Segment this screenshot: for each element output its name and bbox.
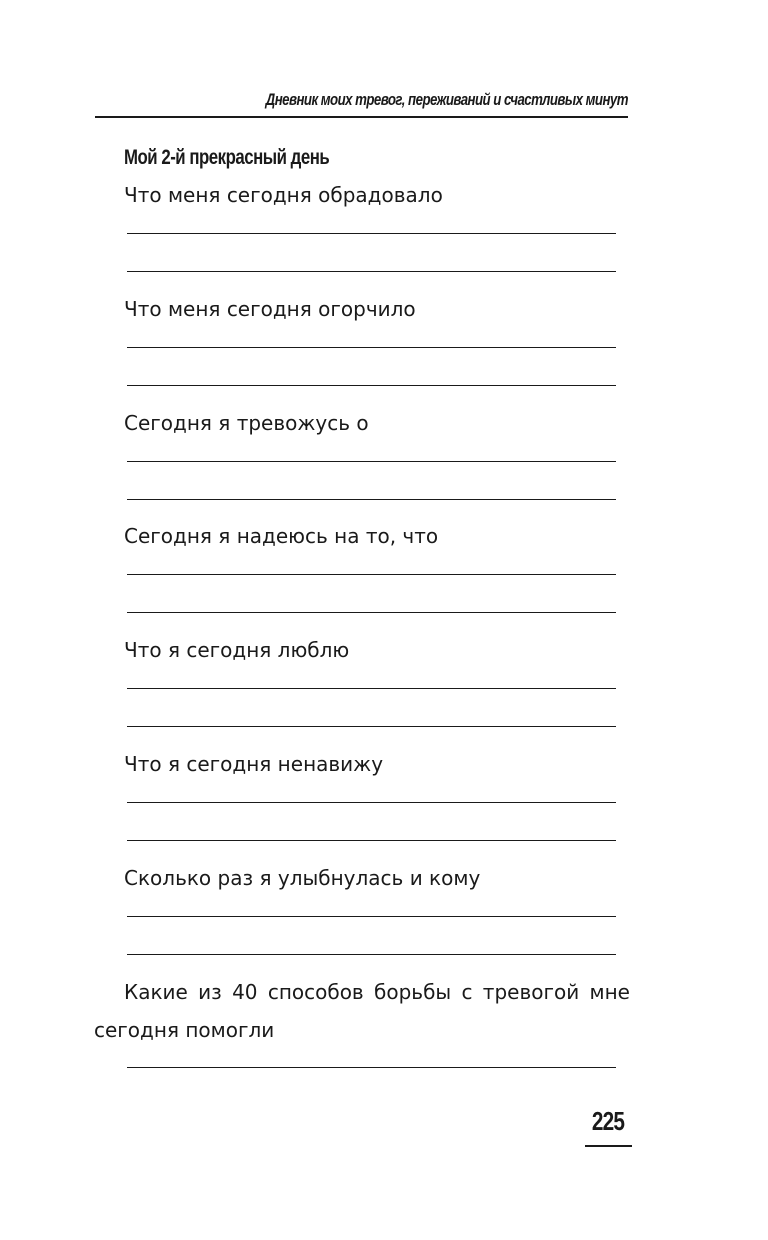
answer-line[interactable] (127, 271, 616, 272)
prompt-text: Сколько раз я улыбнулась и кому (124, 866, 481, 890)
section-title: Мой 2-й прекрасный день (124, 146, 330, 169)
prompt-text: Что я сегодня ненавижу (124, 752, 384, 776)
prompt-text: Сегодня я надеюсь на то, что (124, 524, 439, 548)
page-number-underline (585, 1145, 632, 1147)
page-number: 225 (591, 1106, 625, 1136)
answer-line[interactable] (127, 688, 616, 689)
answer-line[interactable] (127, 461, 616, 462)
prompt-text: Сегодня я тревожусь о (124, 411, 369, 435)
answer-line[interactable] (127, 574, 616, 575)
answer-line[interactable] (127, 499, 616, 500)
answer-line[interactable] (127, 612, 616, 613)
answer-line[interactable] (127, 347, 616, 348)
prompt-text: Какие из 40 способов борьбы с тревогой мне сегодня помогли (94, 980, 630, 1042)
prompt-text: Что меня сегодня огорчило (124, 297, 416, 321)
running-header-title: Дневник моих тревог, переживаний и счастливых минут (265, 90, 628, 109)
answer-line[interactable] (127, 233, 616, 234)
answer-line[interactable] (127, 840, 616, 841)
answer-line[interactable] (127, 726, 616, 727)
prompt-text: Что я сегодня люблю (124, 638, 350, 662)
prompt-text: Что меня сегодня обрадовало (124, 183, 443, 207)
header-divider (95, 116, 628, 118)
answer-line[interactable] (127, 916, 616, 917)
answer-line[interactable] (127, 802, 616, 803)
answer-line[interactable] (127, 1067, 616, 1068)
answer-line[interactable] (127, 385, 616, 386)
answer-line[interactable] (127, 954, 616, 955)
